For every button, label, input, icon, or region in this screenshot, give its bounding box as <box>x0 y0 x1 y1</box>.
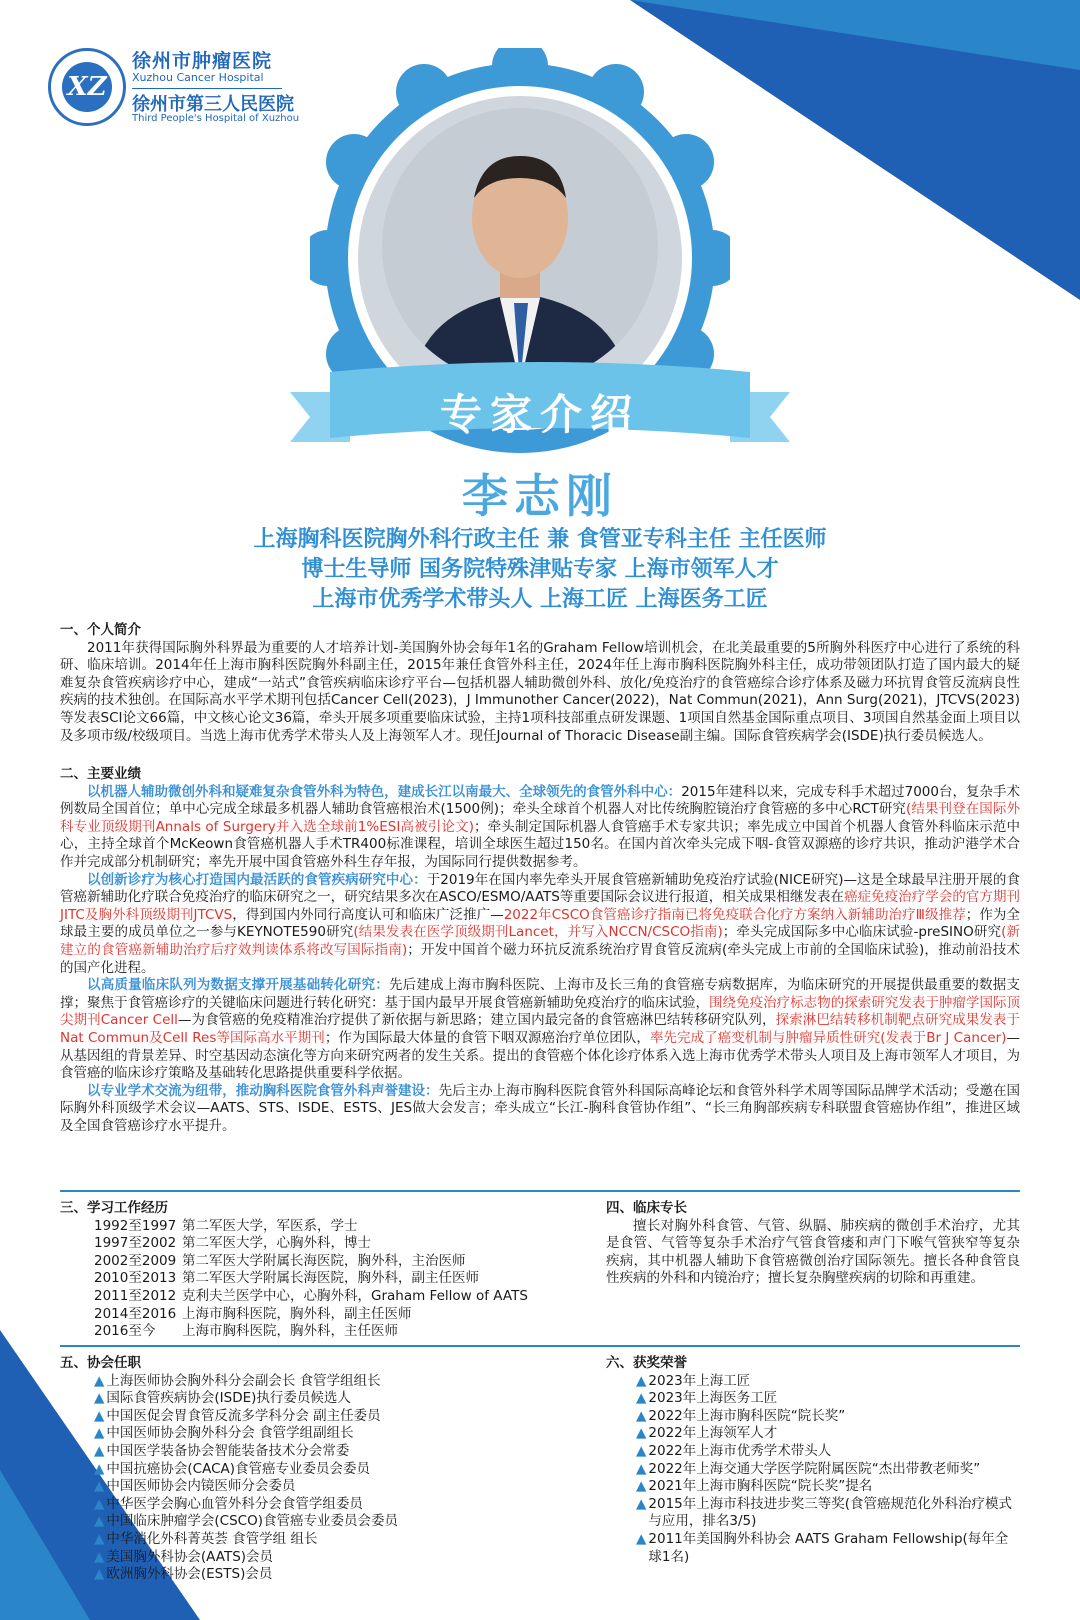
paragraph-text: 于2019年在国内率先牵头开展食管癌新辅助免疫治疗试验(NICE研究)—这是全球最早注册开展的食管癌新辅助化疗联合免疫治疗的临床研究之一，研究结果多次在ASCO/ESMO/AATS等重要国际会议进行报道，相关成果相继发表在 <box>60 871 1021 906</box>
triangle-bullet-icon: ▲ <box>636 1460 647 1477</box>
section-heading: 四、临床专长 <box>606 1200 687 1216</box>
honor-item <box>636 1373 1020 1391</box>
triangle-bullet-icon: ▲ <box>636 1372 647 1389</box>
association-text: 中国医师协会胸外科分会 食管学组副组长 <box>106 1425 354 1442</box>
association-item <box>94 1425 580 1443</box>
association-item <box>94 1373 580 1391</box>
triangle-bullet-icon: ▲ <box>636 1442 647 1459</box>
paragraph-text: ，得到国内外同行高度认可和临床广泛推广— <box>232 906 504 923</box>
section-divider <box>60 1190 1020 1192</box>
experience-item <box>94 1288 580 1306</box>
section-heading: 二、主要业绩 <box>60 766 141 782</box>
triangle-bullet-icon: ▲ <box>636 1495 647 1512</box>
hospital2-name-cn: 徐州市第三人民医院 <box>132 94 294 115</box>
experience-desc: 上海市胸科医院，胸外科，主任医师 <box>182 1323 398 1340</box>
section-associations <box>60 1355 580 1584</box>
expert-title-line-3: 上海市优秀学术带头人 上海工匠 上海医务工匠 <box>312 587 768 612</box>
highlight-text: 2022年CSCO食管癌诊疗指南已将免疫联合化疗方案纳入新辅助治疗Ⅲ级推荐 <box>503 906 966 923</box>
section-divider <box>60 1345 1020 1347</box>
section-specialty <box>606 1200 1020 1288</box>
experience-years: 2002至2009 <box>94 1252 177 1269</box>
honor-text: 2022年上海领军人才 <box>648 1425 778 1442</box>
triangle-bullet-icon: ▲ <box>94 1442 105 1459</box>
honor-text: 2021年上海市胸科医院“院长奖”提名 <box>648 1478 873 1495</box>
association-item <box>94 1513 580 1531</box>
section-heading: 五、协会任职 <box>60 1355 141 1371</box>
honor-item <box>636 1478 1020 1496</box>
paragraph-text: 先后主办上海市胸科医院食管外科国际高峰论坛和食管外科学术周等国际品牌学术活动；受邀在国际胸外科顶级学术会议—AATS、STS、ISDE、ESTS、JES做大会发言；牵头成立“长江-胸科食管协作组”、“长三角胸部疾病专科联盟食管癌协作组”，推进区域及全国食管癌诊疗水平提升。 <box>60 1082 1021 1134</box>
achievement-paragraph <box>60 1083 1020 1136</box>
paragraph-text: —为食管癌的免疫精准治疗提供了新依据与新思路；建立国内最完备的食管癌淋巴结转移研究队列， <box>177 1012 776 1029</box>
paragraph-text: ；开发中国首个磁力环抗反流系统治疗胃食管反流病(牵头完成上市前的全国临床试验)，推动前沿技术的国产化进程。 <box>60 941 1020 976</box>
highlight-text: 癌症免疫治疗学会的官方期刊JITC及胸外科顶级期刊JTCVS <box>60 889 1020 923</box>
paragraph-lead: 以机器人辅助微创外科和疑难复杂食管外科为特色，建成长江以南最大、全球领先的食管外科中心： <box>87 783 682 800</box>
experience-years: 1992至1997 <box>94 1217 177 1234</box>
section-heading: 一、个人简介 <box>60 622 141 638</box>
expert-name: 李志刚 <box>462 469 618 523</box>
hospital-logo <box>48 48 126 126</box>
association-text: 美国胸外科协会(AATS)会员 <box>106 1548 274 1565</box>
triangle-bullet-icon: ▲ <box>94 1548 105 1565</box>
experience-years: 2010至2013 <box>94 1270 177 1287</box>
triangle-bullet-icon: ▲ <box>636 1407 647 1424</box>
expert-title-line-2: 博士生导师 国务院特殊津贴专家 上海市领军人才 <box>301 557 779 582</box>
association-item <box>94 1443 580 1461</box>
honor-item <box>636 1461 1020 1479</box>
association-text: 欧洲胸外科协会(ESTS)会员 <box>106 1566 273 1583</box>
association-item <box>94 1478 580 1496</box>
honor-item <box>636 1496 1020 1531</box>
highlight-text: (新建立的食管癌新辅助治疗后疗效判读体系将改写国际指南) <box>60 924 1020 958</box>
honor-item <box>636 1408 1020 1426</box>
association-text: 中国临床肿瘤学会(CSCO)食管癌专业委员会委员 <box>106 1513 398 1530</box>
triangle-bullet-icon: ▲ <box>636 1390 647 1407</box>
achievement-paragraph <box>60 872 1020 978</box>
honor-text: 2022年上海市胸科医院“院长奖” <box>648 1407 846 1424</box>
honor-item <box>636 1390 1020 1408</box>
association-text: 中国抗癌协会(CACA)食管癌专业委员会委员 <box>106 1460 371 1477</box>
triangle-bullet-icon: ▲ <box>94 1425 105 1442</box>
triangle-bullet-icon: ▲ <box>94 1460 105 1477</box>
triangle-bullet-icon: ▲ <box>94 1407 105 1424</box>
section-heading: 六、获奖荣誉 <box>606 1355 687 1371</box>
honor-item <box>636 1425 1020 1443</box>
experience-years: 2014至2016 <box>94 1305 177 1322</box>
honor-text: 2023年上海工匠 <box>648 1372 751 1389</box>
section-achievements <box>60 766 1020 1135</box>
paragraph-lead: 以高质量临床队列为数据支撑开展基础转化研究： <box>87 977 389 994</box>
triangle-bullet-icon: ▲ <box>636 1478 647 1495</box>
experience-years: 2011至2012 <box>94 1287 177 1304</box>
association-item <box>94 1566 580 1584</box>
highlight-text: (结果刊登在国际外科专业顶级期刊Annals of Surgery并入选全球前1%ESI高被引论文) <box>60 801 1020 835</box>
experience-desc: 克利夫兰医学中心，心胸外科，Graham Fellow of AATS <box>182 1287 528 1304</box>
specialty-text: 擅长对胸外科食管、气管、纵膈、肺疾病的微创手术治疗，尤其是食管、气管等复杂手术治疗气管食管瘘和声门下喉气管狭窄等复杂疾病，其中机器人辅助下食管癌微创治疗国际领先。擅长各种食管良性疾病的外科和内镜治疗；擅长复杂胸壁疾病的切除和再重建。 <box>606 1217 1020 1287</box>
section-profile <box>60 622 1020 745</box>
experience-item <box>94 1270 580 1288</box>
achievement-paragraph <box>60 784 1020 872</box>
banner-label: 专家介绍 <box>439 390 640 439</box>
experience-item <box>94 1306 580 1324</box>
achievement-paragraph <box>60 977 1020 1083</box>
paragraph-lead: 以专业学术交流为纽带，推动胸科医院食管外科声誉建设： <box>87 1082 439 1099</box>
section-experience <box>60 1200 580 1341</box>
association-text: 中华医学会胸心血管外科分会食管学组委员 <box>106 1495 363 1512</box>
association-text: 中国医学装备协会智能装备技术分会常委 <box>106 1442 350 1459</box>
expert-title-line-1: 上海胸科医院胸外科行政主任 兼 食管亚专科主任 主任医师 <box>253 527 827 552</box>
triangle-bullet-icon: ▲ <box>636 1530 647 1547</box>
honor-text: 2011年美国胸外科协会 AATS Graham Fellowship(每年全球1名) <box>648 1530 1009 1565</box>
experience-item <box>94 1218 580 1236</box>
triangle-bullet-icon: ▲ <box>94 1513 105 1530</box>
paragraph-text: 先后建成上海市胸科医院、上海市及长三角的食管癌专病数据库，为临床研究的开展提供最重要的数据支撑；聚焦于食管癌诊疗的关键临床问题进行转化研究：基于国内最早开展食管癌新辅助免疫治疗的临床试验， <box>60 977 1021 1011</box>
association-item <box>94 1549 580 1567</box>
associations-list <box>60 1373 580 1584</box>
association-text: 中国医师协会内镜医师分会委员 <box>106 1478 296 1495</box>
association-item <box>94 1496 580 1514</box>
section-heading: 三、学习工作经历 <box>60 1200 168 1216</box>
paragraph-lead: 以创新诊疗为核心打造国内最活跃的食管疾病研究中心： <box>87 871 427 888</box>
highlight-text: (结果发表在医学顶级期刊Lancet，并写入NCCN/CSCO指南) <box>353 924 723 941</box>
honor-item <box>636 1531 1020 1566</box>
logo-mark-icon: XZ <box>62 62 112 112</box>
association-item <box>94 1531 580 1549</box>
hospital-name-cn: 徐州市肿瘤医院 <box>132 50 273 72</box>
association-item <box>94 1461 580 1479</box>
paragraph-text: —从基因组的背景差异、时空基因动态演化等方向来研究两者的发生关系。提出的食管癌个体化诊疗体系入选上海市优秀学术带头人项目及上海市领军人才项目，为食管癌的临床诊疗策略及基础转化思路提供重要科学依据。 <box>60 1029 1020 1082</box>
triangle-bullet-icon: ▲ <box>94 1566 105 1583</box>
paragraph-text: 2015年建科以来，完成专科手术超过7000台，复杂手术例数局全国首位；单中心完成全球最多机器人辅助食管癌根治术(1500例)；牵头全球首个机器人对比传统胸腔镜治疗食管癌的多中心RCT研究 <box>60 783 1021 818</box>
association-text: 上海医师协会胸外科分会副会长 食管学组组长 <box>106 1372 381 1389</box>
triangle-bullet-icon: ▲ <box>94 1495 105 1512</box>
experience-years: 1997至2002 <box>94 1235 177 1252</box>
experience-desc: 第二军医大学，军医系，学士 <box>182 1217 358 1234</box>
honor-text: 2023年上海医务工匠 <box>648 1390 778 1407</box>
association-item <box>94 1408 580 1426</box>
profile-text: 2011年获得国际胸外科界最为重要的人才培养计划-美国胸外协会每年1名的Graham Fellow培训机会，在北美最重要的5所胸外科医疗中心进行了系统的科研、临床培训。2014年任上海市胸科医院胸外科副主任，2015年兼任食管外科主任，2024年任上海市胸科医院胸外科主任，成功带领团队打造了国内最大的疑难复杂食管疾病诊疗中心，建成“一站式”食管疾病临床诊疗平台—包括机器人辅助微创外科、放化/免疫治疗的食管癌综合诊疗体系及磁力环抗胃食管反流病良性疾病的技术独创。在国际高水平学术期刊包括Cancer Cell(2023)，J Immunother Cancer(2022)，Nat Commun(2021)，Ann Surg(2021)，JTCVS(2023)等发表SCI论文66篇，中文核心论文36篇，牵头开展多项重要临床试验，主持1项科技部重点研发课题、1项国自然基金国际重点项目、3项国自然基金面上项目以及多项市级/校级项目。当选上海市优秀学术带头人及上海领军人才。现任Journal of Thoracic Disease副主编。国际食管疾病学会(ISDE)执行委员候选人。 <box>60 639 1020 744</box>
honors-list <box>606 1373 1020 1567</box>
triangle-bullet-icon: ▲ <box>94 1372 105 1389</box>
paragraph-text: ；牵头完成国际多中心临床试验-preSINO研究 <box>722 924 1002 941</box>
honor-text: 2022年上海市优秀学术带头人 <box>648 1442 832 1459</box>
honor-text: 2015年上海市科技进步奖三等奖(食管癌规范化外科治疗模式与应用，排名3/5) <box>648 1495 1013 1530</box>
experience-item <box>94 1253 580 1271</box>
paragraph-text: ；牵头制定国际机器人食管癌手术专家共识；率先成立中国首个机器人食管外科临床示范中心，主持全球首个McKeown食管癌机器人手术TR400标准课程，培训全球医生超过150名。在国内首次牵头完成下咽-食管双源癌的诊疗共识，推动沪港学术合作并完成部分机制研究；率先开展中国食管癌外科生存年报，为国际同行提供数据参考。 <box>60 818 1020 870</box>
paragraph-text: ；作为国际最大体量的食管下咽双源癌治疗单位团队， <box>324 1029 650 1046</box>
experience-desc: 第二军医大学附属长海医院，胸外科，主治医师 <box>182 1252 466 1269</box>
highlight-text: 围绕免疫治疗标志物的探索研究发表于肿瘤学国际顶尖期刊Cancer Cell <box>60 994 1021 1029</box>
experience-item <box>94 1323 580 1341</box>
triangle-bullet-icon: ▲ <box>94 1390 105 1407</box>
triangle-bullet-icon: ▲ <box>636 1425 647 1442</box>
triangle-bullet-icon: ▲ <box>94 1530 105 1547</box>
association-item <box>94 1390 580 1408</box>
association-text: 中华消化外科菁英荟 食管学组 组长 <box>106 1530 318 1547</box>
highlight-text: 探索淋巴结转移机制靶点研究成果发表于Nat Commun及Cell Res等国际高水平期刊 <box>60 1012 1021 1046</box>
honor-item <box>636 1443 1020 1461</box>
triangle-bullet-icon: ▲ <box>94 1478 105 1495</box>
association-text: 中国医促会胃食管反流多学科分会 副主任委员 <box>106 1407 381 1424</box>
highlight-text: 率先完成了癌变机制与肿瘤异质性研究(发表于Br J Cancer) <box>649 1029 1007 1046</box>
experience-desc: 第二军医大学，心胸外科，博士 <box>182 1235 371 1252</box>
section-honors <box>606 1355 1020 1566</box>
experience-years: 2016至今 <box>94 1323 156 1340</box>
association-text: 国际食管疾病协会(ISDE)执行委员候选人 <box>106 1390 351 1407</box>
experience-desc: 第二军医大学附属长海医院，胸外科，副主任医师 <box>182 1270 479 1287</box>
logo-divider <box>132 88 282 89</box>
experience-item <box>94 1235 580 1253</box>
hospital-name-en: Xuzhou Cancer Hospital <box>132 71 264 84</box>
hospital2-name-en: Third People's Hospital of Xuzhou <box>132 113 300 124</box>
experience-desc: 上海市胸科医院，胸外科，副主任医师 <box>182 1305 412 1322</box>
experience-list <box>60 1218 580 1341</box>
paragraph-text: ；作为全球最主要的成员单位之一参与KEYNOTE590研究 <box>60 906 1021 941</box>
honor-text: 2022年上海交通大学医学院附属医院“杰出带教老师奖” <box>648 1460 981 1477</box>
expert-portrait <box>382 108 658 384</box>
